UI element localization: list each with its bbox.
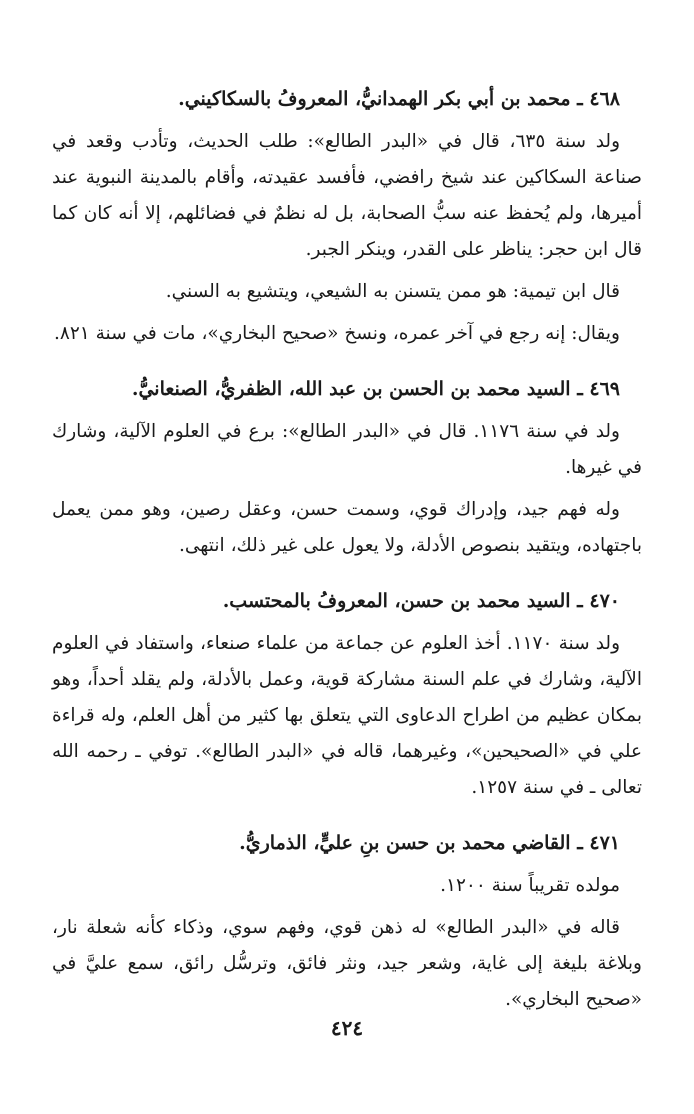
entry-468 (52, 82, 642, 352)
entry-471 (52, 826, 642, 1018)
entry-heading: ٤٦٨ ـ محمد بن أبي بكر الهمدانيُّ، المعروفُ بالسكاكيني. (178, 88, 620, 110)
spacer (52, 358, 642, 372)
entry-469 (52, 372, 642, 564)
entry-paragraph: قال ابن تيمية: هو ممن يتسنن به الشيعي، ويتشيع به السني. (165, 281, 620, 302)
entry-paragraph: ويقال: إنه رجع في آخر عمره، ونسخ «صحيح البخاري»، مات في سنة ٨٢١. (54, 323, 620, 344)
entry-paragraph: ولد سنة ١١٧٠. أخذ العلوم عن جماعة من علماء صنعاء، واستفاد في العلوم الآلية، وشارك في علم السنة مشاركة قوية، وعمل بالأدلة، ولم يقلد أحداً، وهو بمكان عظيم من اطراح الدعاوى التي يتعلق بها كثير من أهل العلم، وله قراءة علي في «الصحيحين»، وغيرهما، قاله في «البدر الطالع». توفي ـ رحمه الله تعالى ـ في سنة ١٢٥٧. (52, 633, 642, 798)
entry-heading: ٤٧١ ـ القاضي محمد بن حسن بنِ عليٍّ، الذماريُّ. (239, 832, 620, 854)
entry-heading: ٤٦٩ ـ السيد محمد بن الحسن بن عبد الله، الظفريُّ، الصنعانيُّ. (131, 378, 620, 400)
page-number: ٤٢٤ (330, 1016, 364, 1040)
entry-heading: ٤٧٠ ـ السيد محمد بن حسن، المعروفُ بالمحتسب. (222, 590, 620, 612)
spacer (52, 812, 642, 826)
entry-paragraph: وله فهم جيد، وإدراك قوي، وسمت حسن، وعقل رصين، وهو ممن يعمل باجتهاده، ويتقيد بنصوص الأدلة، ولا يعول على غير ذلك، انتهى. (52, 499, 642, 556)
entry-paragraph: قاله في «البدر الطالع» له ذهن قوي، وفهم سوي، وذكاء كأنه شعلة نار، وبلاغة بليغة إلى غاية، وشعر جيد، ونثر فائق، وترسُّل رائق، سمع عليَّ في «صحيح البخاري». (52, 917, 642, 1010)
spacer (52, 570, 642, 584)
entry-paragraph: مولده تقريباً سنة ١٢٠٠. (440, 875, 620, 896)
entry-paragraph: ولد في سنة ١١٧٦. قال في «البدر الطالع»: برع في العلوم الآلية، وشارك في غيرها. (52, 421, 642, 478)
entry-paragraph: ولد سنة ٦٣٥، قال في «البدر الطالع»: طلب الحديث، وتأدب وقعد في صناعة السكاكين عند شيخ رافضي، فأفسد عقيدته، وأقام بالمدينة النبوية عند أميرها، ولم يُحفظ عنه سبُّ الصحابة، بل له نظمٌ في فضائلهم، إلا أنه كان كما قال ابن حجر: يناظر على القدر، وينكر الجبر. (52, 131, 642, 260)
entry-470 (52, 584, 642, 806)
